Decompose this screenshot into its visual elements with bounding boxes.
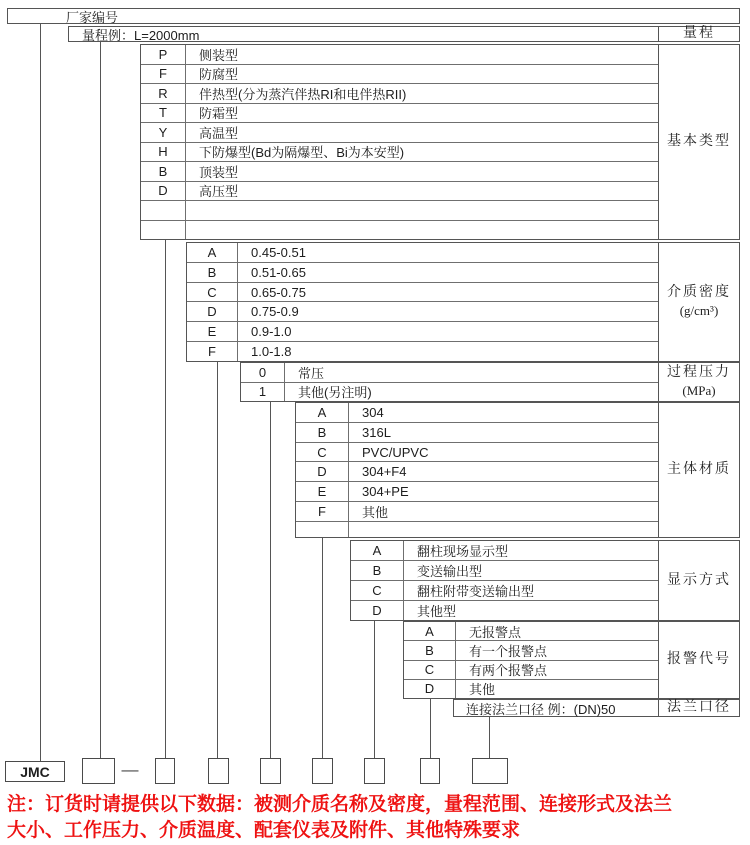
code-cell: D: [187, 302, 238, 321]
table-row: [187, 321, 658, 341]
desc-cell: 0.9-1.0: [251, 324, 292, 340]
process-pressure-table: [240, 362, 659, 402]
table-row: [187, 262, 658, 282]
code-cell: Y: [141, 123, 186, 142]
desc-cell: 其他型: [417, 604, 457, 619]
body-material-label: 主体材质: [667, 462, 731, 477]
code-cell: A: [187, 243, 238, 262]
desc-cell: 防霜型: [199, 106, 239, 122]
code-cell: B: [141, 162, 186, 181]
code-cell: A: [351, 541, 404, 560]
medium-density-label: 介质密度: [667, 285, 731, 300]
table-row: [187, 341, 658, 361]
desc-cell: 0.45-0.51: [251, 244, 306, 260]
table-row-empty: [141, 220, 658, 240]
table-row: [296, 403, 658, 422]
model-box-range: [82, 758, 115, 784]
alarm-code-table: [403, 621, 659, 699]
model-box-body-material: [312, 758, 333, 784]
display-mode-table: [350, 540, 659, 621]
body-material-table: [295, 402, 659, 538]
code-cell: T: [141, 104, 186, 123]
code-cell: C: [296, 443, 349, 462]
table-row: [404, 622, 658, 640]
desc-cell: 侧装型: [199, 47, 239, 63]
table-row: [187, 243, 658, 262]
model-box-flange-size: [472, 758, 508, 784]
code-cell: B: [296, 423, 349, 442]
table-row: [351, 560, 658, 580]
table-row: [296, 501, 658, 521]
code-cell: H: [141, 143, 186, 162]
factory-code-label: 厂家编号: [66, 9, 119, 25]
code-cell: 1: [241, 383, 285, 402]
model-separator-dash: —: [121, 760, 139, 779]
table-row: [404, 679, 658, 698]
table-row: [241, 382, 658, 402]
table-row: [141, 181, 658, 201]
table-row: [141, 122, 658, 142]
table-row: [141, 142, 658, 162]
table-row: [404, 640, 658, 659]
order-note-line2: 大小、工作压力、介质温度、配套仪表及附件、其他特殊要求: [7, 820, 521, 841]
code-cell: B: [404, 641, 456, 659]
table-row: [187, 282, 658, 302]
alarm-code-label-cell: [658, 621, 740, 699]
basic-type-table: [140, 44, 659, 240]
range-example-row: [68, 26, 659, 42]
desc-cell: PVC/UPVC: [362, 444, 429, 460]
desc-cell: 0.75-0.9: [251, 304, 299, 320]
desc-cell: 防腐型: [199, 67, 239, 83]
display-mode-label: 显示方式: [667, 572, 731, 588]
desc-cell: 常压: [298, 365, 325, 381]
table-row: [141, 161, 658, 181]
basic-type-label: 基本类型: [667, 134, 731, 149]
desc-cell: [186, 201, 658, 220]
code-cell: P: [141, 45, 186, 64]
range-label-cell: [658, 26, 740, 42]
code-cell: A: [296, 403, 349, 422]
code-cell: C: [404, 661, 456, 679]
desc-cell: 其他(另注明): [298, 385, 372, 401]
order-note: [7, 792, 747, 844]
desc-cell: 有一个报警点: [469, 643, 548, 659]
desc-cell: 有两个报警点: [469, 663, 548, 679]
code-cell: A: [404, 622, 456, 640]
order-note-line1: 注：订货时请提供以下数据：被测介质名称及密度，量程范围、连接形式及法兰: [7, 794, 673, 815]
connector-line-medium-density: [217, 362, 218, 759]
table-row: [241, 363, 658, 382]
code-cell: E: [187, 322, 238, 341]
desc-cell: 翻柱现场显示型: [417, 544, 509, 559]
connector-line-basic-type: [165, 240, 166, 759]
model-box-alarm-code: [420, 758, 440, 784]
table-row: [141, 103, 658, 123]
code-cell: C: [351, 581, 404, 600]
connector-line-range: [100, 42, 101, 759]
code-cell: B: [187, 263, 238, 282]
code-cell: D: [296, 462, 349, 481]
medium-density-label-cell: [658, 242, 740, 362]
range-example-text: 量程例：L=2000mm: [82, 27, 200, 43]
table-row: [351, 600, 658, 620]
desc-cell: [349, 522, 658, 537]
process-pressure-label-cell: [658, 362, 740, 402]
code-cell: B: [351, 561, 404, 580]
table-row: [187, 301, 658, 321]
table-row: [141, 45, 658, 64]
desc-cell: 连接法兰口径 例：(DN)50: [466, 701, 616, 717]
table-row: [404, 660, 658, 679]
code-cell: C: [187, 283, 238, 302]
model-prefix-box: [5, 761, 65, 782]
model-prefix: JMC: [20, 763, 50, 780]
desc-cell: 高压型: [199, 184, 239, 200]
desc-cell: 其他: [469, 682, 496, 698]
code-cell: D: [141, 182, 186, 201]
code-cell: [141, 221, 186, 240]
desc-cell: 无报警点: [469, 624, 522, 640]
range-label: 量程: [683, 26, 715, 41]
table-row: [351, 580, 658, 600]
connector-line-flange-size: [489, 717, 490, 759]
model-box-display-mode: [364, 758, 385, 784]
code-cell: R: [141, 84, 186, 103]
desc-cell: 316L: [362, 424, 391, 440]
desc-cell: 顶装型: [199, 164, 239, 180]
table-row-empty: [141, 200, 658, 220]
desc-cell: 304: [362, 404, 384, 420]
basic-type-label-cell: [658, 44, 740, 240]
flange-size-row: [453, 699, 659, 717]
desc-cell: 0.65-0.75: [251, 284, 306, 300]
desc-cell: 变送输出型: [417, 564, 483, 579]
process-pressure-label: 过程压力: [667, 365, 731, 380]
code-cell: 0: [241, 363, 285, 382]
connector-line-alarm-code: [430, 699, 431, 759]
table-row: [141, 83, 658, 103]
table-row: [296, 461, 658, 481]
medium-density-unit: (g/cm³): [679, 303, 719, 318]
table-row: [296, 442, 658, 462]
desc-cell: 1.0-1.8: [251, 344, 292, 360]
table-row: [351, 541, 658, 560]
desc-cell: 下防爆型(Bd为隔爆型、Bi为本安型): [199, 145, 405, 161]
code-cell: [141, 201, 186, 220]
connector-line-body-material: [322, 538, 323, 759]
table-row: [296, 481, 658, 501]
flange-size-label: 法兰口径: [667, 700, 731, 715]
code-cell: F: [141, 65, 186, 84]
desc-cell: 翻柱附带变送输出型: [417, 584, 535, 599]
table-row: [141, 64, 658, 84]
connector-line-factory-code: [40, 24, 41, 761]
process-pressure-unit: (MPa): [682, 383, 716, 398]
display-mode-label-cell: [658, 540, 740, 621]
table-row-empty: [296, 521, 658, 537]
code-cell: F: [296, 502, 349, 521]
table-row: [454, 700, 658, 716]
body-material-label-cell: [658, 402, 740, 538]
alarm-code-label: 报警代号: [667, 652, 731, 667]
desc-cell: 高温型: [199, 125, 239, 141]
desc-cell: 304+PE: [362, 484, 409, 500]
desc-cell: 304+F4: [362, 464, 407, 480]
flange-size-label-cell: [658, 699, 740, 717]
code-cell: E: [296, 482, 349, 501]
code-cell: D: [351, 601, 404, 620]
desc-cell: 0.51-0.65: [251, 264, 306, 280]
connector-line-process-pressure: [270, 402, 271, 759]
table-row: [296, 422, 658, 442]
model-box-basic-type: [155, 758, 175, 784]
code-cell: D: [404, 680, 456, 698]
desc-cell: [186, 221, 658, 240]
desc-cell: 伴热型(分为蒸汽伴热RI和电伴热RII): [199, 86, 407, 102]
model-box-process-pressure: [260, 758, 281, 784]
code-cell: F: [187, 342, 238, 361]
medium-density-table: [186, 242, 659, 362]
connector-line-display-mode: [374, 621, 375, 759]
code-cell: [296, 522, 349, 537]
model-box-medium-density: [208, 758, 229, 784]
factory-code-row: [7, 8, 740, 24]
desc-cell: 其他: [362, 505, 389, 521]
